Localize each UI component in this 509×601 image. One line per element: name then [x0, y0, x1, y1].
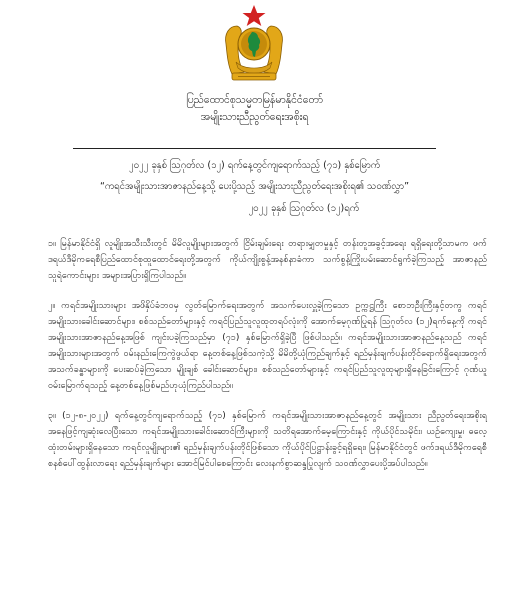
header-divider	[73, 148, 436, 149]
paragraph-1: ၁။ မြန်မာနိုင်ငံရှိ လူမျိုးအသီးသီးတွင် မိမိလူမျိုးများအတွက် ငြိမ်းချမ်းရေး တရားမျှတမှုနှင့် တန်းတူအခွင့်အရေး ရရှိရေးတို့သာမက ဖက်ဒရယ်ဒီမိုကရေစီပြည်ထောင်စုထူထောင်ရေးတို့အတွက် ကိုယ်ကျိုးစွန့်အနစ်နာခံကာ သက်စွန့်ကြိုးပမ်းဆောင်ရွက်ခဲ့ကြသည့် အာဇာနည်သူရဲကောင်းများ အများအပြားရှိကြပါသည်။	[48, 239, 487, 281]
paragraph-2: ၂။ ကရင်အမျိုးသားများ အဖိနှိပ်ခံဘဝမှ လွတ်မြောက်ရေးအတွက် အသက်ပေးလှူခဲ့ကြသော ဥက္ကဋ္ဌကြီး စောဘဦးကြီးနှင့်တကွ ကရင်အမျိုးသားခေါင်းဆောင်များ၊ စစ်သည်တော်များနှင့် ကရင်ပြည်သူလူထုတရပ်လုံးကို အောက်မေ့ဂုဏ်ပြုရန် ဩဂုတ်လ (၁၂)ရက်နေ့ကို ကရင်အမျိုးသားအာဇာနည်နေ့အဖြစ် ကျင်းပခဲ့ကြသည်မှာ (၇၁) နှစ်မြောက်ရှိခဲ့ပြီ ဖြစ်ပါသည်။ ကရင်အမျိုးသားအာဇာနည်နေ့သည် ကရင်အမျိုးသားများအတွက် ဝမ်းနည်းကြေကွဲဖွယ်ရာ နေ့တစ်နေ့ဖြစ်သကဲ့သို့ မိမိတို့ယုံကြည်ချက်နှင့် ရည်မှန်းချက်ပန်းတိုင်ရောက်ရှိရေးအတွက် အသက်ခန္ဓာများကို ပေးဆပ်ခဲ့ကြသော မျိုးချစ် ခေါင်းဆောင်များ၊ စစ်သည်တော်များနှင့် ကရင်ပြည်သူလူထုများရှိနေခြင်းကြောင့် ဂုဏ်ယူဝမ်းမြောက်ရသည့် နေ့တစ်နေ့ဖြစ်မည်ဟုယုံကြည်ပါသည်။	[48, 301, 487, 391]
subheading-line-1: ၂၀၂၂ ခုနှစ် ဩဂုတ်လ (၁၂) ရက်နေ့တွင်ကျရောက်သည့် (၇၁) နှစ်မြောက်	[128, 160, 381, 171]
document-body	[48, 236, 487, 486]
document-header	[0, 92, 509, 125]
paragraph-3: ၃။ (၁၂-၈-၂၀၂၂) ရက်နေ့တွင်ကျရောက်သည့် (၇၁) နှစ်မြောက် ကရင်အမျိုးသားအာဇာနည်နေ့တွင် အမျိုးသား ညီညွတ်ရေးအစိုးရအနေဖြင့်ကျဆုံးလေပြီးသော ကရင်အမျိုးသားခေါင်းဆောင်ကြီးများကို သတိရအောက်မေ့ကြောင်းနှင့် ကိုယ်ပိုင်သမိုင်း၊ ယဉ်ကျေးမှု၊ ဓလေ့ထုံးတမ်းများရှိနေသော ကရင်လူမျိုးများ၏ ရည်မှန်းချက်ပန်းတိုင်ဖြစ်သော ကိုယ်ပိုင်ပြဋ္ဌာန်းခွင့်ရရှိရေး၊ မြန်မာနိုင်ငံတွင် ဖက်ဒရယ်ဒီမိုကရေစီစနစ်ပေါ်ထွန်းလာရေး ရည်မှန်းချက်များ အောင်မြင်ပါစေကြောင်း လေးနက်စွာဆန္ဒပြုလျက် သဝဏ်လွှာပေးပို့အပ်ပါသည်။	[48, 411, 487, 469]
subheading-line-2: “ကရင်အမျိုးသားအာဇာနည်နေ့သို့ ပေးပို့သည့် အမျိုးသားညီညွတ်ရေးအစိုးရ၏ သဝဏ်လွှာ”	[99, 181, 410, 192]
document-date: ၂၀၂၂ ခုနှစ် ဩဂုတ်လ (၁၂)ရက်	[248, 203, 359, 214]
state-seal-emblem	[220, 4, 288, 82]
country-name: ပြည်ထောင်စုသမ္မတမြန်မာနိုင်ငံတော်	[185, 94, 323, 106]
government-name: အမျိုးသားညီညွတ်ရေးအစိုးရ	[200, 111, 309, 123]
